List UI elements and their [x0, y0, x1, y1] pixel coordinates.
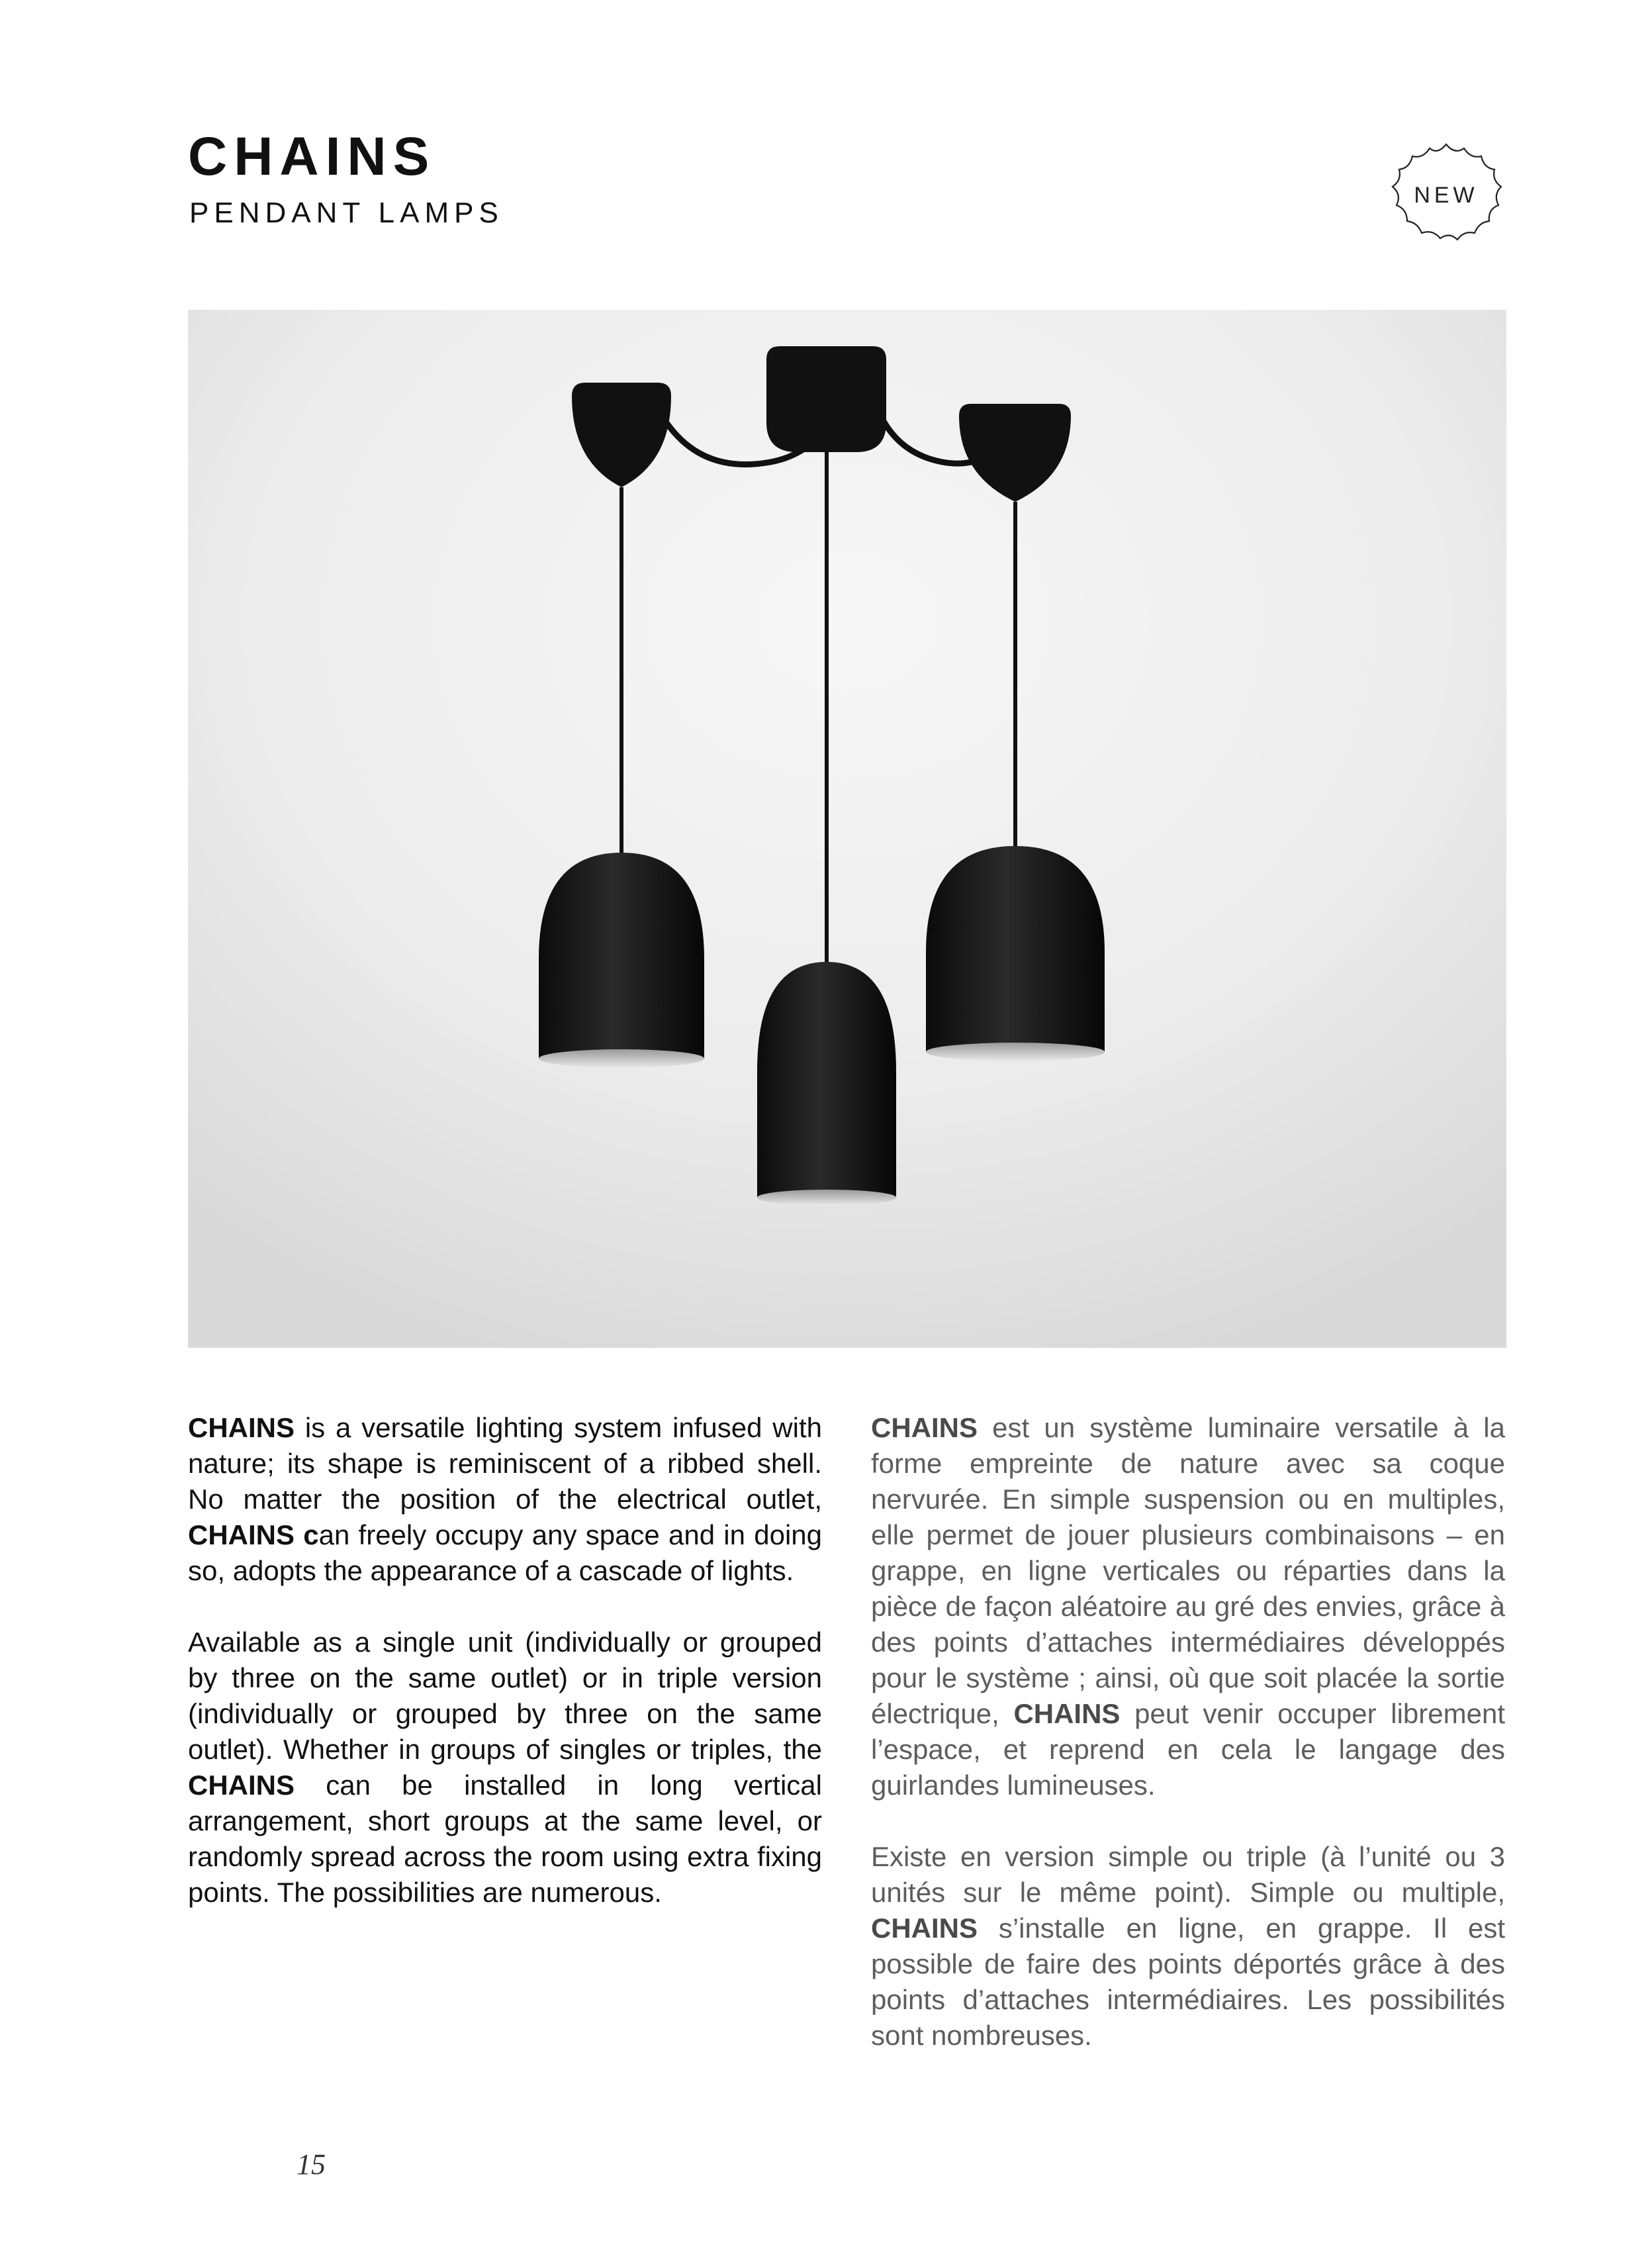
page-subtitle: PENDANT LAMPS: [189, 197, 504, 229]
lamp-shade-left: [539, 853, 704, 1068]
product-name-bold: CHAINS c: [188, 1519, 319, 1550]
text-run: an freely occupy any space and in doing so, adopts the appearance of a cascade of lights.: [188, 1519, 822, 1586]
french-paragraph-2: [871, 1839, 1505, 2054]
product-name-bold: CHAINS: [871, 1412, 978, 1443]
english-paragraph-1: [188, 1410, 822, 1589]
lamp-shade-right: [926, 846, 1105, 1061]
pendant-lamps-illustration: [188, 310, 1506, 1348]
english-description: [188, 1410, 822, 1946]
text-run: s’installe en ligne, en grappe. Il est possible de faire des points déportés grâce à des points d’attaches intermédiaires. Les possibilités sont nombreuses.: [871, 1912, 1505, 2051]
text-run: peut venir occuper librement l’espace, et reprend en cela le langage des guirlandes lumineuses.: [871, 1698, 1505, 1801]
product-name-bold: CHAINS: [871, 1912, 978, 1944]
product-photo: [188, 310, 1506, 1348]
text-run: est un système luminaire versatile à la forme empreinte de nature avec sa coque nervurée. En simple suspension ou en multiples, elle permet de jouer plusieurs combinaisons – en grappe, en ligne verticales ou réparties dans la pièce de façon aléatoire au gré des envies, grâce à des points d’attaches intermédiaires développés pour le système ; ainsi, où que soit placée la sortie électrique,: [871, 1412, 1505, 1729]
canopy-center: [766, 346, 886, 452]
new-badge: [1383, 139, 1509, 252]
badge-label: NEW: [1414, 182, 1479, 208]
french-description: [871, 1410, 1505, 2089]
text-run: Available as a single unit (individually or grouped by three on the same outlet) or in triple version (individually or grouped by three on the same outlet). Whether in groups of singles or triples, the: [188, 1627, 822, 1765]
text-run: is a versatile lighting system infused with nature; its shape is reminiscent of a ribbed shell. No matter the position of the electrical outlet,: [188, 1412, 822, 1515]
product-name-bold: CHAINS: [1013, 1698, 1121, 1729]
text-run: Existe en version simple ou triple (à l’unité ou 3 unités sur le même point). Simple ou multiple,: [871, 1841, 1505, 1908]
product-name-bold: CHAINS: [188, 1770, 295, 1801]
english-paragraph-2: [188, 1625, 822, 1911]
page-number: 15: [297, 2148, 326, 2181]
page-title: CHAINS: [188, 126, 436, 187]
french-paragraph-1: [871, 1410, 1505, 1803]
text-run: can be installed in long vertical arrangement, short groups at the same level, or randomly spread across the room using extra fixing points. The possibilities are numerous.: [188, 1770, 822, 1908]
lamp-shade-center: [757, 962, 896, 1205]
product-name-bold: CHAINS: [188, 1412, 295, 1443]
